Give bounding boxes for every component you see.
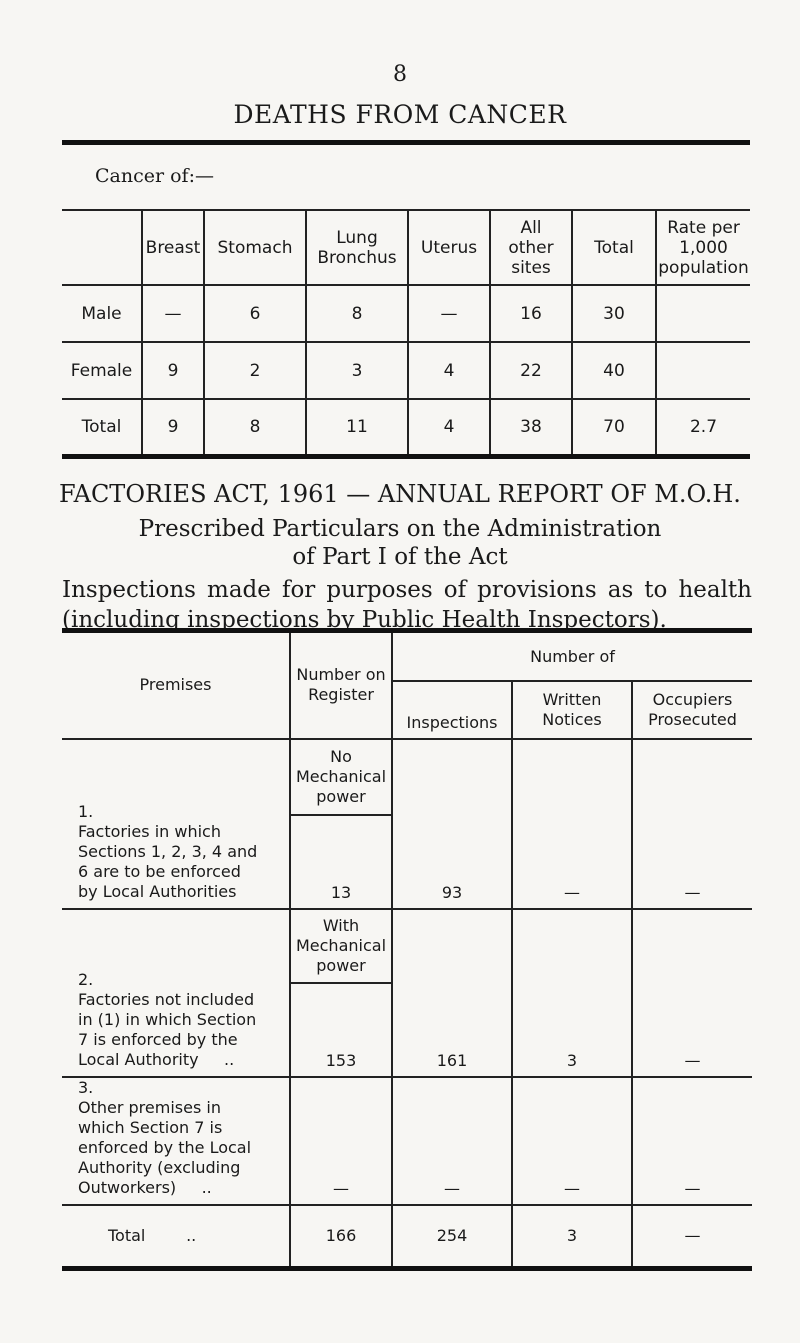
row1-inspections: 93 bbox=[392, 739, 512, 909]
header-inspections: Inspections bbox=[392, 681, 512, 739]
cell-lung: 3 bbox=[306, 342, 408, 399]
header-premises: Premises bbox=[62, 631, 290, 739]
row1-power-type: No Mechanical power bbox=[290, 739, 392, 815]
cell-other: 38 bbox=[490, 399, 572, 456]
row2-power-type: With Mechanical power bbox=[290, 909, 392, 983]
title-rule bbox=[62, 140, 750, 145]
row1-register: 13 bbox=[290, 815, 392, 909]
header-register: Number on Register bbox=[290, 631, 392, 739]
row3-inspections: — bbox=[392, 1077, 512, 1205]
prescribed-line-2: of Part I of the Act bbox=[292, 544, 508, 570]
header-empty bbox=[62, 210, 142, 285]
cell-other: 22 bbox=[490, 342, 572, 399]
header-notices: Written Notices bbox=[512, 681, 632, 739]
row-label: Male bbox=[62, 285, 142, 342]
row1-prosecuted: — bbox=[632, 739, 752, 909]
row-label: Female bbox=[62, 342, 142, 399]
row2-premises: 2.Factories not included in (1) in which Section 7 is enforced by the Local Authority .. bbox=[62, 909, 290, 1077]
prescribed-line-1: Prescribed Particulars on the Administration bbox=[138, 516, 662, 542]
cancer-header-row bbox=[62, 210, 750, 285]
header-rate: Rate per 1,000 population bbox=[656, 210, 750, 285]
total-inspections: 254 bbox=[392, 1205, 512, 1269]
row2-notices: 3 bbox=[512, 909, 632, 1077]
row3-prosecuted: — bbox=[632, 1077, 752, 1205]
row-label: Total bbox=[62, 399, 142, 456]
cell-rate bbox=[656, 342, 750, 399]
header-prosecuted: Occupiers Prosecuted bbox=[632, 681, 752, 739]
header-other-sites: All other sites bbox=[490, 210, 572, 285]
header-stomach: Stomach bbox=[204, 210, 306, 285]
cell-lung: 8 bbox=[306, 285, 408, 342]
table-row bbox=[62, 285, 750, 342]
row2-prosecuted: — bbox=[632, 909, 752, 1077]
cell-total: 70 bbox=[572, 399, 656, 456]
total-register: 166 bbox=[290, 1205, 392, 1269]
row2-inspections: 161 bbox=[392, 909, 512, 1077]
cancer-of-label: Cancer of:— bbox=[95, 165, 214, 187]
factories-table bbox=[62, 628, 752, 1271]
cell-breast: — bbox=[142, 285, 204, 342]
header-breast: Breast bbox=[142, 210, 204, 285]
header-uterus: Uterus bbox=[408, 210, 490, 285]
row3-register: — bbox=[290, 1077, 392, 1205]
row1-notices: — bbox=[512, 739, 632, 909]
cell-total: 30 bbox=[572, 285, 656, 342]
cell-breast: 9 bbox=[142, 399, 204, 456]
table-row bbox=[62, 399, 750, 456]
cell-stomach: 6 bbox=[204, 285, 306, 342]
row3-premises: 3.Other premises in which Section 7 is enforced by the Local Authority (excluding Outworkers) .. bbox=[62, 1077, 290, 1205]
cell-rate: 2.7 bbox=[656, 399, 750, 456]
total-label: Total .. bbox=[62, 1205, 290, 1269]
cell-uterus: 4 bbox=[408, 399, 490, 456]
row2-register: 153 bbox=[290, 983, 392, 1077]
cell-uterus: 4 bbox=[408, 342, 490, 399]
cell-stomach: 2 bbox=[204, 342, 306, 399]
cell-stomach: 8 bbox=[204, 399, 306, 456]
cell-breast: 9 bbox=[142, 342, 204, 399]
cell-lung: 11 bbox=[306, 399, 408, 456]
factories-title: FACTORIES ACT, 1961 — ANNUAL REPORT OF M.O.H. bbox=[59, 480, 741, 508]
inspections-paragraph: Inspections made for purposes of provisions as to health (including inspections by Public Health Inspectors). bbox=[62, 577, 752, 633]
total-prosecuted: — bbox=[632, 1205, 752, 1269]
row1-premises: 1.Factories in which Sections 1, 2, 3, 4 and 6 are to be enforced by Local Authorities bbox=[62, 739, 290, 909]
cell-total: 40 bbox=[572, 342, 656, 399]
header-number-of: Number of bbox=[392, 631, 752, 681]
page-number: 8 bbox=[393, 62, 407, 87]
cell-uterus: — bbox=[408, 285, 490, 342]
table-row bbox=[62, 342, 750, 399]
total-notices: 3 bbox=[512, 1205, 632, 1269]
row3-notices: — bbox=[512, 1077, 632, 1205]
cancer-deaths-table bbox=[62, 209, 750, 459]
cancer-title: DEATHS FROM CANCER bbox=[233, 100, 567, 129]
header-lung: Lung Bronchus bbox=[306, 210, 408, 285]
header-total: Total bbox=[572, 210, 656, 285]
cell-rate bbox=[656, 285, 750, 342]
cell-other: 16 bbox=[490, 285, 572, 342]
